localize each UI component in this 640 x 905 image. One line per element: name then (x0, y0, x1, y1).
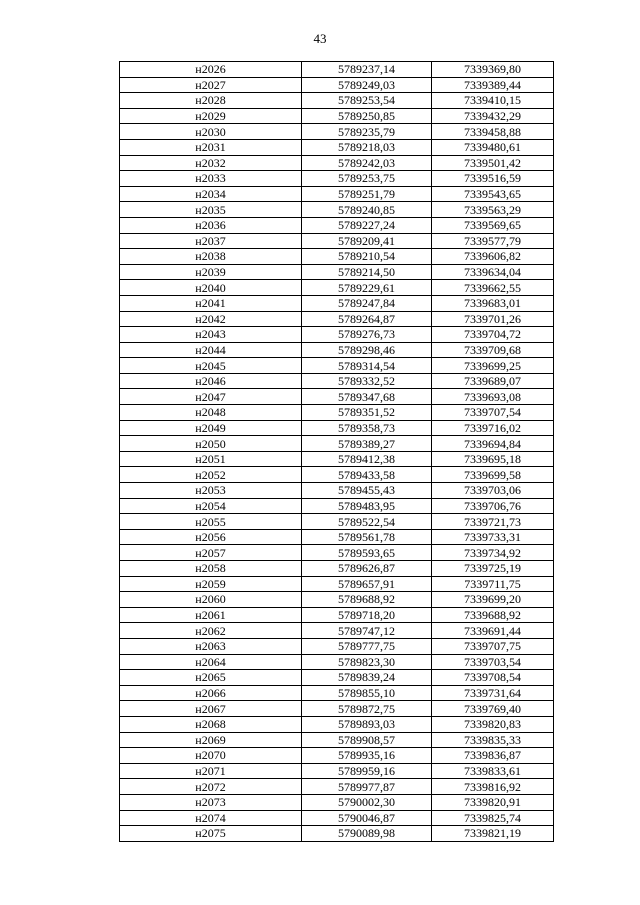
y-coordinate-cell: 7339701,26 (432, 311, 554, 327)
table-row (120, 311, 554, 327)
y-coordinate-cell: 7339703,54 (432, 654, 554, 670)
point-id-cell: н2063 (120, 638, 302, 654)
table-row (120, 763, 554, 779)
table-row (120, 436, 554, 452)
y-coordinate-cell: 7339634,04 (432, 264, 554, 280)
y-coordinate-cell: 7339606,82 (432, 249, 554, 265)
table-row (120, 483, 554, 499)
table-row (120, 389, 554, 405)
x-coordinate-cell: 5789235,79 (302, 124, 432, 140)
y-coordinate-cell: 7339699,20 (432, 592, 554, 608)
x-coordinate-cell: 5789688,92 (302, 592, 432, 608)
point-id-cell: н2066 (120, 685, 302, 701)
x-coordinate-cell: 5790002,30 (302, 794, 432, 810)
table-row (120, 701, 554, 717)
y-coordinate-cell: 7339707,75 (432, 638, 554, 654)
x-coordinate-cell: 5789977,87 (302, 779, 432, 795)
x-coordinate-cell: 5789209,41 (302, 233, 432, 249)
point-id-cell: н2058 (120, 561, 302, 577)
y-coordinate-cell: 7339703,06 (432, 483, 554, 499)
y-coordinate-cell: 7339709,68 (432, 342, 554, 358)
point-id-cell: н2031 (120, 139, 302, 155)
point-id-cell: н2034 (120, 186, 302, 202)
x-coordinate-cell: 5789253,75 (302, 171, 432, 187)
table-row (120, 779, 554, 795)
y-coordinate-cell: 7339820,83 (432, 716, 554, 732)
table-row (120, 826, 554, 842)
x-coordinate-cell: 5789718,20 (302, 607, 432, 623)
y-coordinate-cell: 7339825,74 (432, 810, 554, 826)
point-id-cell: н2045 (120, 358, 302, 374)
point-id-cell: н2071 (120, 763, 302, 779)
table-row (120, 638, 554, 654)
point-id-cell: н2074 (120, 810, 302, 826)
y-coordinate-cell: 7339369,80 (432, 62, 554, 78)
x-coordinate-cell: 5789908,57 (302, 732, 432, 748)
table-row (120, 794, 554, 810)
y-coordinate-cell: 7339432,29 (432, 108, 554, 124)
point-id-cell: н2054 (120, 498, 302, 514)
x-coordinate-cell: 5789839,24 (302, 670, 432, 686)
x-coordinate-cell: 5789657,91 (302, 576, 432, 592)
point-id-cell: н2032 (120, 155, 302, 171)
point-id-cell: н2035 (120, 202, 302, 218)
y-coordinate-cell: 7339833,61 (432, 763, 554, 779)
point-id-cell: н2055 (120, 514, 302, 530)
x-coordinate-cell: 5789823,30 (302, 654, 432, 670)
x-coordinate-cell: 5789314,54 (302, 358, 432, 374)
point-id-cell: н2073 (120, 794, 302, 810)
table-row (120, 373, 554, 389)
y-coordinate-cell: 7339711,75 (432, 576, 554, 592)
x-coordinate-cell: 5789593,65 (302, 545, 432, 561)
y-coordinate-cell: 7339816,92 (432, 779, 554, 795)
table-row (120, 342, 554, 358)
table-row (120, 280, 554, 296)
y-coordinate-cell: 7339769,40 (432, 701, 554, 717)
table-row (120, 186, 554, 202)
y-coordinate-cell: 7339695,18 (432, 451, 554, 467)
point-id-cell: н2065 (120, 670, 302, 686)
y-coordinate-cell: 7339820,91 (432, 794, 554, 810)
point-id-cell: н2026 (120, 62, 302, 78)
x-coordinate-cell: 5789247,84 (302, 295, 432, 311)
x-coordinate-cell: 5789237,14 (302, 62, 432, 78)
table-row (120, 451, 554, 467)
y-coordinate-cell: 7339725,19 (432, 561, 554, 577)
table-row (120, 264, 554, 280)
page-number: 43 (313, 31, 327, 46)
x-coordinate-cell: 5789455,43 (302, 483, 432, 499)
table-row (120, 561, 554, 577)
y-coordinate-cell: 7339410,15 (432, 93, 554, 109)
x-coordinate-cell: 5789249,03 (302, 77, 432, 93)
y-coordinate-cell: 7339836,87 (432, 748, 554, 764)
point-id-cell: н2040 (120, 280, 302, 296)
x-coordinate-cell: 5790046,87 (302, 810, 432, 826)
y-coordinate-cell: 7339699,25 (432, 358, 554, 374)
x-coordinate-cell: 5789358,73 (302, 420, 432, 436)
table-row (120, 592, 554, 608)
y-coordinate-cell: 7339733,31 (432, 529, 554, 545)
x-coordinate-cell: 5789250,85 (302, 108, 432, 124)
table-row (120, 716, 554, 732)
y-coordinate-cell: 7339716,02 (432, 420, 554, 436)
y-coordinate-cell: 7339458,88 (432, 124, 554, 140)
y-coordinate-cell: 7339734,92 (432, 545, 554, 561)
x-coordinate-cell: 5789214,50 (302, 264, 432, 280)
point-id-cell: н2036 (120, 217, 302, 233)
x-coordinate-cell: 5789332,52 (302, 373, 432, 389)
point-id-cell: н2043 (120, 327, 302, 343)
x-coordinate-cell: 5789483,95 (302, 498, 432, 514)
x-coordinate-cell: 5789412,38 (302, 451, 432, 467)
point-id-cell: н2042 (120, 311, 302, 327)
y-coordinate-cell: 7339577,79 (432, 233, 554, 249)
point-id-cell: н2030 (120, 124, 302, 140)
point-id-cell: н2072 (120, 779, 302, 795)
table-row (120, 155, 554, 171)
y-coordinate-cell: 7339691,44 (432, 623, 554, 639)
table-row (120, 217, 554, 233)
table-row (120, 358, 554, 374)
y-coordinate-cell: 7339835,33 (432, 732, 554, 748)
y-coordinate-cell: 7339480,61 (432, 139, 554, 155)
x-coordinate-cell: 5789872,75 (302, 701, 432, 717)
x-coordinate-cell: 5789218,03 (302, 139, 432, 155)
x-coordinate-cell: 5789210,54 (302, 249, 432, 265)
table-row (120, 295, 554, 311)
x-coordinate-cell: 5789253,54 (302, 93, 432, 109)
point-id-cell: н2049 (120, 420, 302, 436)
y-coordinate-cell: 7339721,73 (432, 514, 554, 530)
y-coordinate-cell: 7339683,01 (432, 295, 554, 311)
x-coordinate-cell: 5789264,87 (302, 311, 432, 327)
table-row (120, 139, 554, 155)
y-coordinate-cell: 7339563,29 (432, 202, 554, 218)
table-row (120, 249, 554, 265)
point-id-cell: н2060 (120, 592, 302, 608)
point-id-cell: н2067 (120, 701, 302, 717)
y-coordinate-cell: 7339501,42 (432, 155, 554, 171)
y-coordinate-cell: 7339688,92 (432, 607, 554, 623)
y-coordinate-cell: 7339821,19 (432, 826, 554, 842)
x-coordinate-cell: 5789855,10 (302, 685, 432, 701)
table-row (120, 748, 554, 764)
point-id-cell: н2048 (120, 405, 302, 421)
y-coordinate-cell: 7339543,65 (432, 186, 554, 202)
y-coordinate-cell: 7339707,54 (432, 405, 554, 421)
point-id-cell: н2052 (120, 467, 302, 483)
x-coordinate-cell: 5789347,68 (302, 389, 432, 405)
table-row (120, 467, 554, 483)
table-row (120, 623, 554, 639)
table-row (120, 529, 554, 545)
table-row (120, 62, 554, 78)
point-id-cell: н2051 (120, 451, 302, 467)
y-coordinate-cell: 7339689,07 (432, 373, 554, 389)
y-coordinate-cell: 7339662,55 (432, 280, 554, 296)
y-coordinate-cell: 7339516,59 (432, 171, 554, 187)
x-coordinate-cell: 5789893,03 (302, 716, 432, 732)
x-coordinate-cell: 5789561,78 (302, 529, 432, 545)
point-id-cell: н2041 (120, 295, 302, 311)
x-coordinate-cell: 5789351,52 (302, 405, 432, 421)
x-coordinate-cell: 5789626,87 (302, 561, 432, 577)
point-id-cell: н2061 (120, 607, 302, 623)
table-row (120, 607, 554, 623)
x-coordinate-cell: 5789777,75 (302, 638, 432, 654)
y-coordinate-cell: 7339704,72 (432, 327, 554, 343)
table-row (120, 685, 554, 701)
y-coordinate-cell: 7339699,58 (432, 467, 554, 483)
point-id-cell: н2028 (120, 93, 302, 109)
point-id-cell: н2044 (120, 342, 302, 358)
coordinates-table-body (120, 62, 554, 842)
point-id-cell: н2027 (120, 77, 302, 93)
table-row (120, 171, 554, 187)
x-coordinate-cell: 5789959,16 (302, 763, 432, 779)
point-id-cell: н2059 (120, 576, 302, 592)
x-coordinate-cell: 5789240,85 (302, 202, 432, 218)
x-coordinate-cell: 5789935,16 (302, 748, 432, 764)
point-id-cell: н2056 (120, 529, 302, 545)
x-coordinate-cell: 5789433,58 (302, 467, 432, 483)
point-id-cell: н2038 (120, 249, 302, 265)
table-row (120, 93, 554, 109)
y-coordinate-cell: 7339569,65 (432, 217, 554, 233)
y-coordinate-cell: 7339694,84 (432, 436, 554, 452)
point-id-cell: н2057 (120, 545, 302, 561)
x-coordinate-cell: 5790089,98 (302, 826, 432, 842)
x-coordinate-cell: 5789242,03 (302, 155, 432, 171)
table-row (120, 405, 554, 421)
table-row (120, 108, 554, 124)
point-id-cell: н2050 (120, 436, 302, 452)
table-row (120, 545, 554, 561)
point-id-cell: н2039 (120, 264, 302, 280)
table-row (120, 77, 554, 93)
point-id-cell: н2069 (120, 732, 302, 748)
table-row (120, 124, 554, 140)
table-row (120, 670, 554, 686)
table-row (120, 420, 554, 436)
table-row (120, 576, 554, 592)
point-id-cell: н2047 (120, 389, 302, 405)
x-coordinate-cell: 5789298,46 (302, 342, 432, 358)
point-id-cell: н2029 (120, 108, 302, 124)
point-id-cell: н2075 (120, 826, 302, 842)
y-coordinate-cell: 7339693,08 (432, 389, 554, 405)
x-coordinate-cell: 5789251,79 (302, 186, 432, 202)
x-coordinate-cell: 5789747,12 (302, 623, 432, 639)
point-id-cell: н2062 (120, 623, 302, 639)
point-id-cell: н2068 (120, 716, 302, 732)
table-row (120, 732, 554, 748)
coordinates-table (119, 61, 554, 842)
point-id-cell: н2046 (120, 373, 302, 389)
table-row (120, 498, 554, 514)
x-coordinate-cell: 5789229,61 (302, 280, 432, 296)
x-coordinate-cell: 5789227,24 (302, 217, 432, 233)
y-coordinate-cell: 7339731,64 (432, 685, 554, 701)
y-coordinate-cell: 7339706,76 (432, 498, 554, 514)
x-coordinate-cell: 5789522,54 (302, 514, 432, 530)
table-row (120, 514, 554, 530)
point-id-cell: н2037 (120, 233, 302, 249)
y-coordinate-cell: 7339389,44 (432, 77, 554, 93)
table-row (120, 233, 554, 249)
x-coordinate-cell: 5789276,73 (302, 327, 432, 343)
x-coordinate-cell: 5789389,27 (302, 436, 432, 452)
point-id-cell: н2064 (120, 654, 302, 670)
point-id-cell: н2033 (120, 171, 302, 187)
table-row (120, 810, 554, 826)
table-row (120, 327, 554, 343)
table-row (120, 654, 554, 670)
point-id-cell: н2053 (120, 483, 302, 499)
table-row (120, 202, 554, 218)
y-coordinate-cell: 7339708,54 (432, 670, 554, 686)
point-id-cell: н2070 (120, 748, 302, 764)
